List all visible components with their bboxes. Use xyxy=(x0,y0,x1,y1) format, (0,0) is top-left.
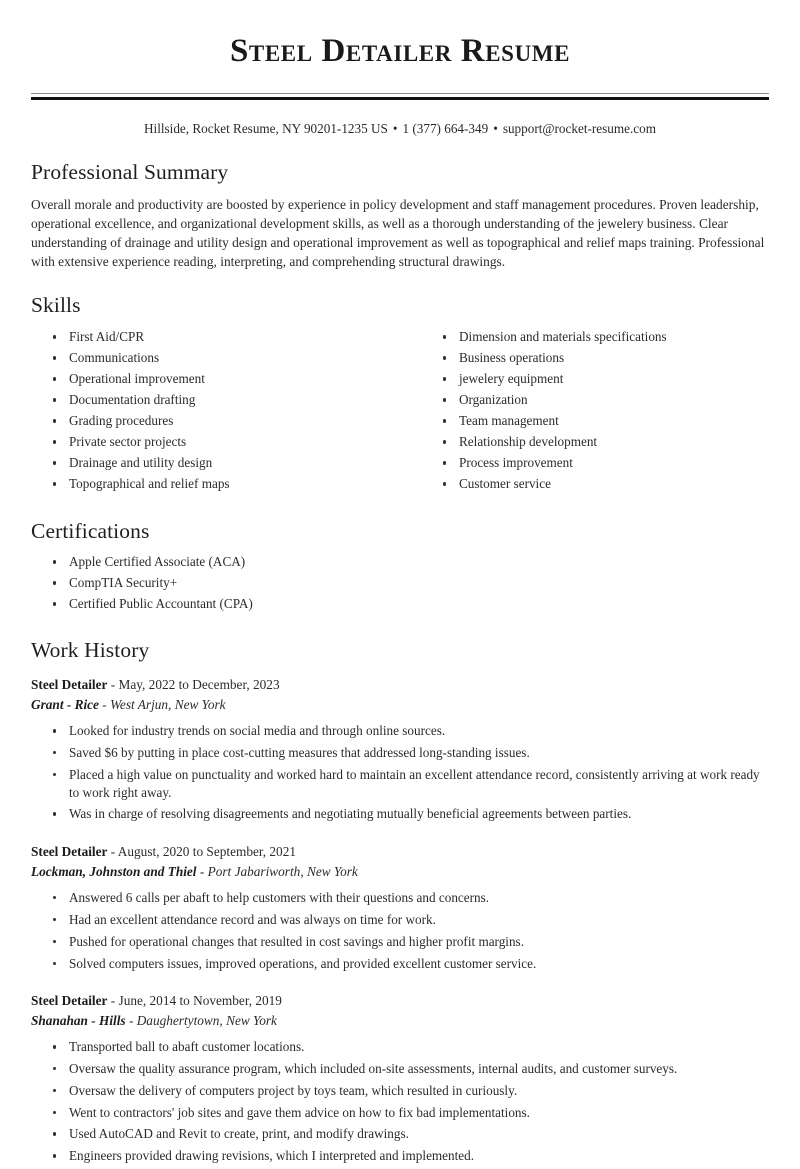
header-divider xyxy=(31,93,769,100)
job-company-dash: - xyxy=(199,864,205,880)
list-item: Drainage and utility design xyxy=(53,454,400,475)
list-item: Answered 6 calls per abaft to help customers with their questions and concerns. xyxy=(53,889,769,911)
contact-line xyxy=(31,100,769,138)
list-item: Customer service xyxy=(443,475,769,496)
job-company-dash: - xyxy=(128,1013,134,1029)
section-title-certifications: Certifications xyxy=(31,518,150,543)
work-history-entry xyxy=(31,842,769,976)
list-item: Placed a high value on punctuality and worked hard to maintain an excellent attendance record, consistently arriving at work ready to work right away. xyxy=(53,766,769,806)
job-title: Steel Detailer xyxy=(31,844,108,860)
list-item: First Aid/CPR xyxy=(53,328,400,349)
job-title-line xyxy=(31,842,769,862)
work-history-entry xyxy=(31,991,769,1169)
list-item: Looked for industry trends on social media and through online sources. xyxy=(53,722,769,744)
summary-paragraph: Overall morale and productivity are boosted by experience in policy development and staff management procedures. Proven leadership, operational excellence, and organizational development skills, as well as a thorough understanding of the jewelery business. Clear understanding of drainage and utility design and operational improvement as well as topographical and relief maps training. Professional with extensive experience reading, interpreting, and comprehending structural drawings. xyxy=(31,197,765,270)
list-item: Was in charge of resolving disagreements and negotiating mutually beneficial agreements between parties. xyxy=(53,805,769,827)
job-title-dash: - xyxy=(110,844,116,860)
list-item: Communications xyxy=(53,349,400,370)
contact-separator-2: • xyxy=(493,120,498,136)
section-title-skills: Skills xyxy=(31,293,81,318)
list-item: Solved computers issues, improved operations, and provided excellent customer service. xyxy=(53,955,769,977)
job-title-line xyxy=(31,991,769,1011)
page-title: Steel Detailer Resume xyxy=(229,33,571,69)
job-dates: May, 2022 to December, 2023 xyxy=(118,677,280,693)
list-item: Organization xyxy=(443,391,769,412)
divider-thick-line xyxy=(31,97,769,100)
list-item: Grading procedures xyxy=(53,412,400,433)
skills-column-right xyxy=(400,328,769,496)
section-work-history xyxy=(31,638,769,1169)
job-company-line xyxy=(31,862,769,882)
list-item: Process improvement xyxy=(443,454,769,475)
list-item: Team management xyxy=(443,412,769,433)
list-item: Went to contractors' job sites and gave them advice on how to fix bad implementations. xyxy=(53,1104,769,1126)
list-item: Private sector projects xyxy=(53,433,400,454)
skills-column-left xyxy=(31,328,400,496)
job-company-dash: - xyxy=(102,697,107,713)
job-dates: August, 2020 to September, 2021 xyxy=(117,844,297,860)
list-item: Oversaw the quality assurance program, which included on-site assessments, internal audits, and customer surveys. xyxy=(53,1060,769,1082)
skills-columns xyxy=(31,328,769,496)
list-item: Pushed for operational changes that resulted in cost savings and higher profit margins. xyxy=(53,933,769,955)
list-item: Had an excellent attendance record and was always on time for work. xyxy=(53,911,769,933)
job-title-line xyxy=(31,675,769,695)
section-title-summary: Professional Summary xyxy=(31,160,229,185)
divider-thin-line xyxy=(31,93,769,94)
section-title-work-history: Work History xyxy=(31,638,150,663)
job-location: Port Jabariworth, New York xyxy=(207,864,358,880)
list-item: Used AutoCAD and Revit to create, print, and modify drawings. xyxy=(53,1125,769,1147)
list-item: Dimension and materials specifications xyxy=(443,328,769,349)
section-skills xyxy=(31,293,769,496)
list-item: CompTIA Security+ xyxy=(53,574,769,595)
job-company: Lockman, Johnston and Thiel xyxy=(31,864,197,880)
contact-phone: 1 (377) 664-349 xyxy=(402,120,489,136)
list-item: Business operations xyxy=(443,349,769,370)
list-item: jewelery equipment xyxy=(443,370,769,391)
skills-list-left xyxy=(31,328,400,496)
job-bullets xyxy=(31,722,769,827)
job-title-dash: - xyxy=(110,993,116,1009)
job-title-dash: - xyxy=(110,677,116,693)
list-item: Saved $6 by putting in place cost-cutting measures that addressed long-standing issues. xyxy=(53,744,769,766)
list-item: Engineers provided drawing revisions, which I interpreted and implemented. xyxy=(53,1147,769,1169)
job-title: Steel Detailer xyxy=(31,993,108,1009)
list-item: Apple Certified Associate (ACA) xyxy=(53,553,769,574)
section-professional-summary xyxy=(31,160,769,271)
list-item: Oversaw the delivery of computers project by toys team, which resulted in curiously. xyxy=(53,1082,769,1104)
job-company-line xyxy=(31,1011,769,1031)
job-bullets xyxy=(31,889,769,976)
list-item: Documentation drafting xyxy=(53,391,400,412)
job-location: Daughertytown, New York xyxy=(136,1013,277,1029)
job-company-line xyxy=(31,695,769,715)
contact-address: Hillside, Rocket Resume, NY 90201-1235 US xyxy=(144,120,388,136)
list-item: Operational improvement xyxy=(53,370,400,391)
list-item: Certified Public Accountant (CPA) xyxy=(53,595,769,616)
job-title: Steel Detailer xyxy=(31,677,108,693)
job-location: West Arjun, New York xyxy=(110,697,226,713)
skills-list-right xyxy=(421,328,769,496)
job-company: Shanahan - Hills xyxy=(31,1013,126,1029)
contact-separator-1: • xyxy=(392,120,398,136)
contact-email[interactable]: support@rocket-resume.com xyxy=(502,120,656,136)
section-certifications xyxy=(31,519,769,617)
job-company: Grant - Rice xyxy=(31,697,99,713)
certifications-list xyxy=(31,553,769,616)
job-dates: June, 2014 to November, 2019 xyxy=(118,993,282,1009)
list-item: Topographical and relief maps xyxy=(53,475,400,496)
work-history-entry xyxy=(31,675,769,827)
job-bullets xyxy=(31,1038,769,1169)
list-item: Transported ball to abaft customer locations. xyxy=(53,1038,769,1060)
list-item: Relationship development xyxy=(443,433,769,454)
